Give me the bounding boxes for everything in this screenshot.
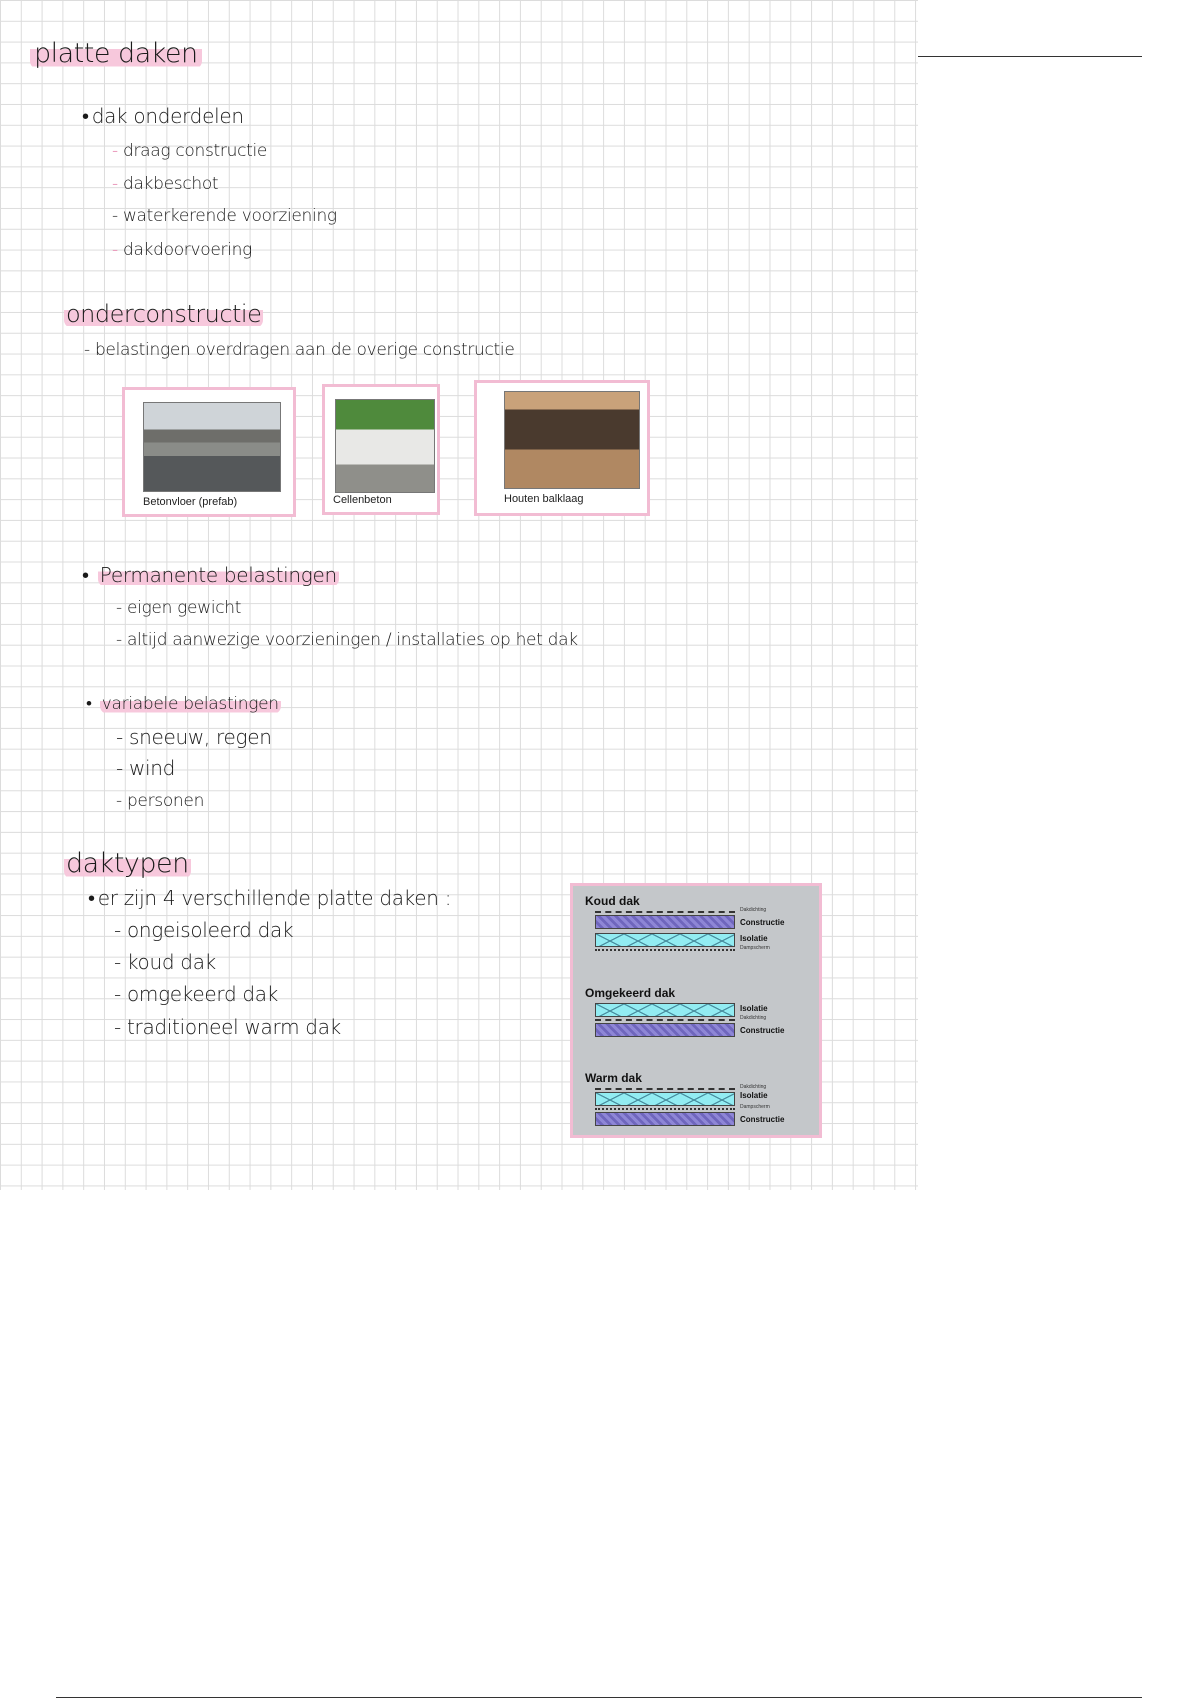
bottom-rule xyxy=(56,1697,1142,1698)
isolatie-layer xyxy=(595,1092,735,1106)
layer-label: Dampscherm xyxy=(740,945,770,951)
betonvloer-image xyxy=(143,402,281,492)
onderconstructie-heading: onderconstructie xyxy=(66,300,262,328)
variabele-heading: • variabele belastingen xyxy=(86,694,281,714)
permanente-heading: • Permanente belastingen xyxy=(82,563,339,588)
layer-label: Dakdichting xyxy=(740,1084,767,1090)
dampscherm-layer xyxy=(595,949,735,951)
isolatie-layer xyxy=(595,933,735,947)
isolatie-layer xyxy=(595,1003,735,1017)
houten-balklaag-image xyxy=(504,391,640,489)
layer-label: Isolatie xyxy=(740,934,768,943)
dampscherm-layer xyxy=(595,1108,735,1110)
layer-label: Isolatie xyxy=(740,1004,768,1013)
roof-types-diagram xyxy=(570,883,822,1138)
dakdichting-layer xyxy=(595,911,735,913)
photo-caption: Houten balklaag xyxy=(504,493,584,505)
layer-label: Dampscherm xyxy=(740,1104,770,1110)
photo-cellenbeton xyxy=(322,384,440,515)
layer-label: Isolatie xyxy=(740,1091,768,1100)
list-item: - sneeuw, regen xyxy=(116,725,272,749)
omgekeerd-dak-title: Omgekeerd dak xyxy=(585,986,676,1000)
list-item: - dakdoorvoering xyxy=(112,240,252,260)
list-item: - dakbeschot xyxy=(112,174,219,194)
page-title: platte daken xyxy=(30,38,202,69)
list-item: - wind xyxy=(116,756,176,780)
dak-onderdelen-heading: • dak onderdelen xyxy=(82,104,244,129)
warm-dak-title: Warm dak xyxy=(585,1071,642,1085)
daktypen-intro: • er zijn 4 verschillende platte daken : xyxy=(88,886,451,911)
photo-caption: Cellenbeton xyxy=(333,494,392,506)
layer-label: Constructie xyxy=(740,918,785,927)
dakdichting-layer xyxy=(595,1019,735,1021)
photo-caption: Betonvloer (prefab) xyxy=(143,496,238,508)
koud-dak-title: Koud dak xyxy=(585,894,640,908)
onderconstructie-line: - belastingen overdragen aan de overige constructie xyxy=(84,340,515,360)
layer-label: Constructie xyxy=(740,1115,785,1124)
constructie-layer xyxy=(595,1112,735,1126)
list-item: - traditioneel warm dak xyxy=(114,1015,341,1039)
top-rule xyxy=(918,56,1142,57)
list-item: - omgekeerd dak xyxy=(114,982,279,1006)
list-item: - ongeisoleerd dak xyxy=(114,918,294,942)
layer-label: Constructie xyxy=(740,1026,785,1035)
list-item: - draag constructie xyxy=(112,141,268,161)
list-item: - altijd aanwezige voorzieningen / installaties op het dak xyxy=(116,630,578,650)
layer-label: Dakdichting xyxy=(740,907,767,913)
photo-betonvloer xyxy=(122,387,296,517)
constructie-layer xyxy=(595,915,735,929)
list-item: - waterkerende voorziening xyxy=(112,206,337,226)
layer-label: Dakdichting xyxy=(740,1015,767,1021)
cellenbeton-image xyxy=(335,399,435,493)
list-item: - koud dak xyxy=(114,950,216,974)
dakdichting-layer xyxy=(595,1088,735,1090)
list-item: - eigen gewicht xyxy=(116,598,242,618)
constructie-layer xyxy=(595,1023,735,1037)
list-item: - personen xyxy=(116,791,205,811)
photo-houten-balklaag xyxy=(474,380,650,516)
daktypen-heading: daktypen xyxy=(66,848,189,879)
